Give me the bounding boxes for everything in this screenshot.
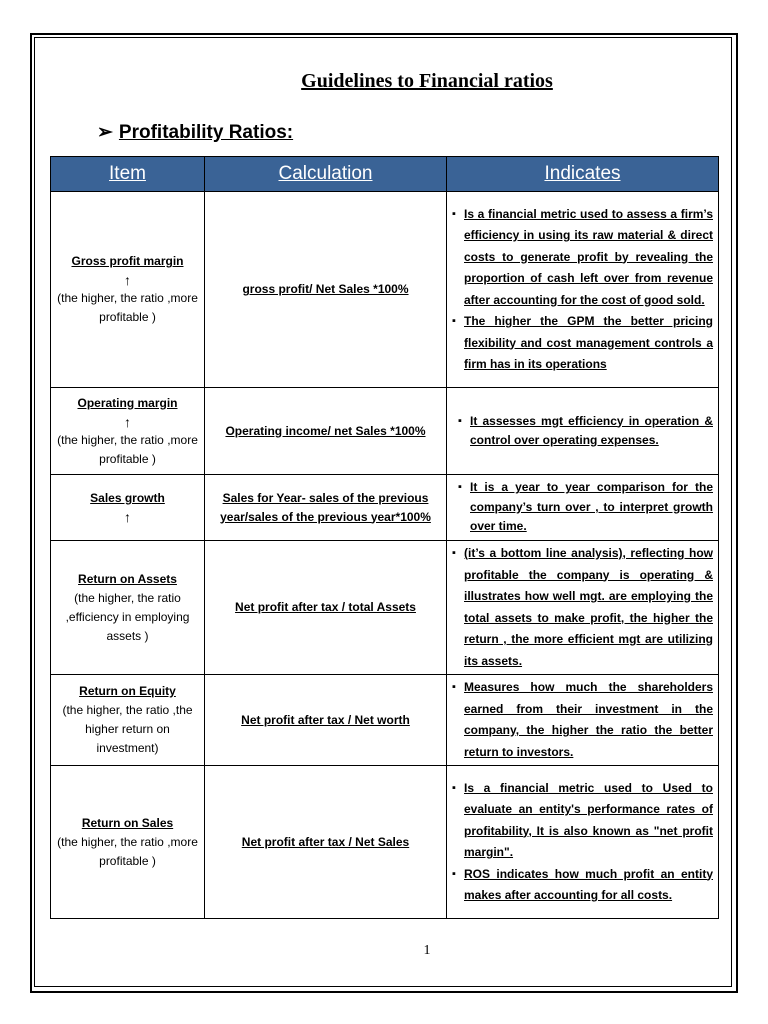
ratio-name: Return on Sales bbox=[81, 815, 174, 830]
list-item: ▪ It is a year to year comparison for the company’s turn over , to interpret growth over time. bbox=[458, 478, 713, 537]
item-cell bbox=[51, 475, 205, 541]
ratios-table bbox=[50, 156, 719, 919]
ratio-note: (the higher, the ratio ,efficiency in employing assets ) bbox=[65, 590, 190, 643]
item-cell bbox=[51, 192, 205, 388]
calculation-cell: Net profit after tax / total Assets bbox=[205, 541, 447, 675]
ratio-name: Sales growth bbox=[90, 491, 165, 505]
calculation-cell: Net profit after tax / Net Sales bbox=[205, 766, 447, 919]
item-cell bbox=[51, 388, 205, 475]
list-item: ▪ Is a financial metric used to assess a firm’s efficiency in using its raw material & direct costs to generate profit by revealing the proportion of cash left over from revenue after accounting for the cost of good sold. bbox=[452, 204, 713, 312]
ratio-note: (the higher, the ratio ,more profitable ) bbox=[57, 834, 198, 868]
calculation-cell: Sales for Year- sales of the previous year/sales of the previous year*100% bbox=[205, 475, 447, 541]
page-number: 1 bbox=[423, 943, 431, 958]
ratio-name: Return on Equity bbox=[79, 684, 176, 698]
list-item: ▪ ROS indicates how much profit an entity makes after accounting for all costs. bbox=[452, 864, 713, 907]
header-item: Item bbox=[51, 157, 205, 192]
indicates-cell bbox=[447, 766, 719, 919]
table-row bbox=[51, 766, 719, 919]
item-cell bbox=[51, 541, 205, 675]
ratio-note: (the higher, the ratio ,more profitable ) bbox=[57, 432, 198, 466]
ratio-note: (the higher, the ratio ,more profitable ) bbox=[57, 291, 198, 324]
table-row bbox=[51, 675, 719, 766]
indicates-cell bbox=[447, 192, 719, 388]
section-title: Profitability Ratios: bbox=[118, 122, 294, 143]
ratio-name: Operating margin bbox=[77, 395, 178, 410]
header-calculation: Calculation bbox=[205, 157, 447, 192]
ratio-name: Return on Assets bbox=[78, 571, 177, 586]
list-item: ▪ The higher the GPM the better pricing flexibility and cost management controls a firm has in its operations bbox=[452, 311, 713, 376]
calculation-cell: gross profit/ Net Sales *100% bbox=[205, 192, 447, 388]
indicates-cell bbox=[447, 388, 719, 475]
ratio-note: (the higher, the ratio ,the higher return on investment) bbox=[62, 703, 193, 755]
arrow-bullet-icon: ➢ bbox=[97, 122, 113, 143]
item-cell bbox=[51, 766, 205, 919]
list-item: ▪ Is a financial metric used to Used to evaluate an entity's performance rates of profitability, It is also known as "net profit margin". bbox=[452, 778, 713, 864]
item-cell bbox=[51, 675, 205, 766]
up-arrow-icon: ↑ bbox=[124, 413, 131, 430]
indicates-cell bbox=[447, 541, 719, 675]
list-item: ▪ (it’s a bottom line analysis), reflecting how profitable the company is operating & illustrates how well mgt. are employing the total assets to make profit, the higher the return , the more efficient mgt are utilizing its assets. bbox=[452, 543, 713, 672]
list-item: ▪ It assesses mgt efficiency in operation & control over operating expenses. bbox=[458, 412, 713, 451]
header-indicates: Indicates bbox=[447, 157, 719, 192]
indicates-cell bbox=[447, 475, 719, 541]
calculation-cell: Net profit after tax / Net worth bbox=[205, 675, 447, 766]
section-heading bbox=[97, 121, 293, 144]
list-item: ▪ Measures how much the shareholders earned from their investment in the company, the higher the ratio the better return to investors. bbox=[452, 677, 713, 763]
document-title: Guidelines to Financial ratios bbox=[301, 70, 553, 92]
indicates-cell bbox=[447, 675, 719, 766]
calculation-cell: Operating income/ net Sales *100% bbox=[205, 388, 447, 475]
table-row bbox=[51, 388, 719, 475]
ratio-name: Gross profit margin bbox=[71, 254, 184, 268]
up-arrow-icon: ↑ bbox=[124, 509, 131, 525]
table-row bbox=[51, 475, 719, 541]
up-arrow-icon: ↑ bbox=[124, 272, 131, 288]
table-header-row bbox=[51, 157, 719, 192]
table-row bbox=[51, 192, 719, 388]
table-row bbox=[51, 541, 719, 675]
